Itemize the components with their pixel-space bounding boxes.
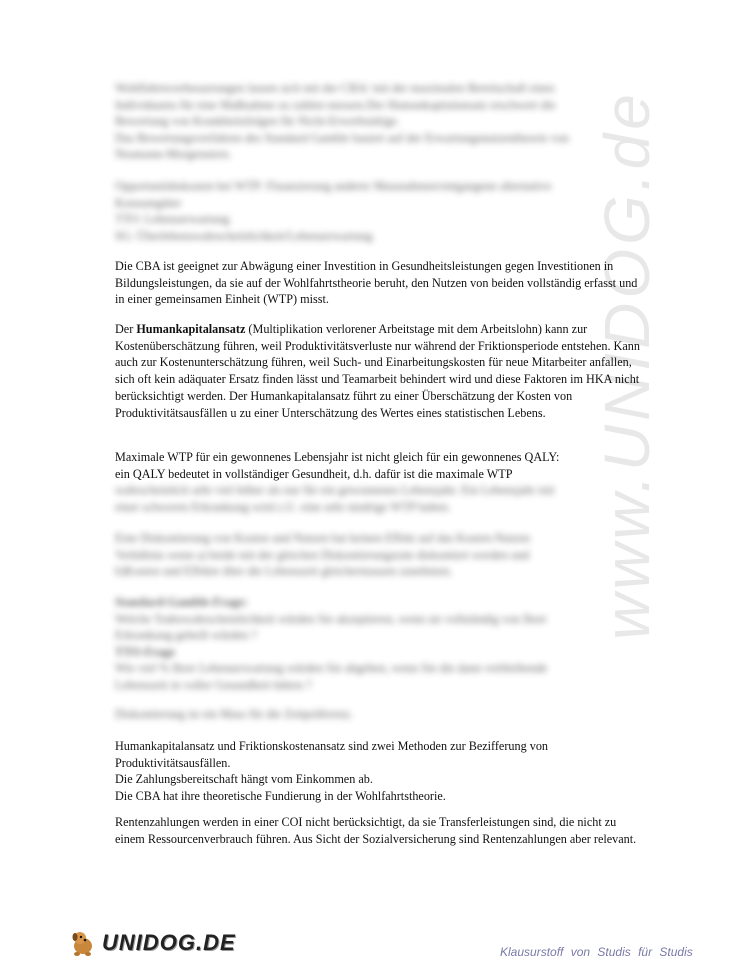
blurred-paragraph-6 — [115, 706, 645, 723]
paragraph-line: Maximale WTP für ein gewonnenes Lebensjahr ist nicht gleich für ein gewonnenes QALY: — [115, 450, 560, 464]
blurred-line: einer schweren Erkrankung wird z.U. eine sehr niedrige WTP haben. — [115, 499, 451, 514]
blurred-line: Lebenszeit in voller Gesundheit hätten ? — [115, 677, 312, 692]
blurred-paragraph-2 — [115, 178, 645, 244]
blurred-line: Welche Todeswahrscheinlichkeit würden Sie akzeptieren, wenn sie vollständig von Ihrer — [115, 611, 547, 626]
paragraph-line: ein QALY bedeutet in vollständiger Gesundheit, d.h. dafür ist die maximale WTP — [115, 466, 513, 481]
paragraph-line: Die CBA hat ihre theoretische Fundierung in der Wohlfahrtstheorie. — [115, 789, 446, 804]
paragraph-rentenzahlungen — [115, 814, 645, 847]
watermark-text: www.UNIDOG.de — [591, 90, 663, 640]
paragraph-text: Die CBA ist geeignet zur Abwägung einer Investition in Gesundheitsleistungen gegen Investitionen in Bildungsleistungen, da sie auf der Wohlfahrtstheorie beruht, den Nutzen von beiden vollständig erfasst und in einer gemeinsamen Einheit (WTP) misst. — [115, 259, 638, 307]
blurred-paragraph-3 — [115, 482, 645, 515]
paragraph-wtp — [115, 449, 645, 482]
paragraph-cba — [115, 258, 645, 308]
paragraph-text: (Multiplikation verlorener Arbeitstage mit dem Arbeitslohn) kann zur Kostenüberschätzung führen, weil Produktivitätsverluste nur während der Friktionsperiode entstehen. Kann auch zur Kostenunterschätzung führen, weil Such- und Einarbeitungskosten für neue Mitarbeiter anfallen, sich oft kein adäquater Ersatz finden lässt und Teamarbeit behindert wird und diese Faktoren im HKA nicht berücksichtigt werden. Der Humankapitalansatz führt zu einer Überschätzung der Kosten von Produktivitätsausfällen u zu einer Unterschätzung des Wertes eines statistischen Lebens. — [115, 322, 640, 420]
blurred-line: SG: Überlebenswahrscheinlichkeit/Lebenserwartung — [115, 228, 373, 243]
paragraph-methods — [115, 738, 645, 805]
paragraph-humankapitalansatz — [115, 321, 645, 421]
paragraph-text: Rentenzahlungen werden in einer COI nicht berücksichtigt, da sie Transferleistungen sind, die nicht zu einem Ressourcenverbrauch führen. Aus Sicht der Sozialversicherung sind Rentenzahlungen aber relevant. — [115, 815, 637, 846]
blurred-line: Diskontierung ist ein Mass für die Zeitpräferenz. — [115, 707, 353, 721]
blurred-paragraph-5 — [115, 594, 645, 693]
blurred-line: Konsumgüter — [115, 195, 182, 210]
blurred-line: Standard-Gamble-Frage: — [115, 595, 248, 609]
paragraph-prefix: Der — [115, 322, 137, 336]
blurred-line: Eine Diskontierung von Kosten und Nutzen hat keinen Effekt auf das Kosten-Nutzen — [115, 531, 531, 545]
blurred-line: Neumann-Morgenstern. — [115, 147, 232, 161]
blurred-line: TTO-Frage — [115, 644, 176, 659]
blurred-line: Verhältnis wenn a) beide mit der gleichen Diskontierungsrate diskontiert werden und — [115, 547, 530, 562]
blurred-line: Opportunitätskosten bei WTP: Finanzierung anderer Massnahmen/entgangene alternative — [115, 179, 552, 193]
paragraph-line: Die Zahlungsbereitschaft hängt vom Einkommen ab. — [115, 772, 373, 787]
unidog-logo — [68, 928, 236, 958]
blurred-line: Das Bewertungsverfahren des Standard Gamble basiert auf der Erwartungsnutzentheorie von — [115, 130, 569, 145]
logo-text: UNIDOG.DE — [102, 930, 236, 955]
footer-tagline: Klausurstoff von Studis für Studis — [500, 945, 693, 959]
paragraph-line: Humankapitalansatz und Friktionskostenansatz sind zwei Methoden zur Bezifferung von Produktivitätsausfällen. — [115, 739, 549, 770]
blurred-line: Individuums für eine Maßnahme zu zahlen messen.Der Humankapitalansatz erschwert die — [115, 97, 556, 112]
blurred-paragraph-1 — [115, 80, 645, 163]
dog-mascot-icon — [68, 928, 98, 958]
blurred-line: Bewertung von Krankheitsfolgen für Nicht-Erwerbstätige. — [115, 114, 400, 128]
blurred-line: Wie viel % Ihrer Lebenserwartung würden Sie abgeben, wenn Sie die dann verbleibende — [115, 661, 548, 675]
blurred-paragraph-4 — [115, 530, 645, 580]
blurred-line: b)Kosten und Effekte über die Lebenszeit gleichermassen zunehmen. — [115, 564, 453, 578]
blurred-line: Wohlfahrtsverbesserungen lassen sich mit der CBA/ mit der maximalen Bereitschaft eines — [115, 81, 555, 95]
blurred-line: Erkrankung geheilt würden ? — [115, 628, 257, 642]
blurred-line: TTO: Lebenserwartung — [115, 212, 230, 226]
bold-term-humankapitalansatz: Humankapitalansatz — [136, 322, 246, 336]
blurred-line: wahrscheinlich sehr viel höher als nur für ein gewonnenes Lebensjahr. Ein Lebensjahr mit — [115, 483, 555, 497]
